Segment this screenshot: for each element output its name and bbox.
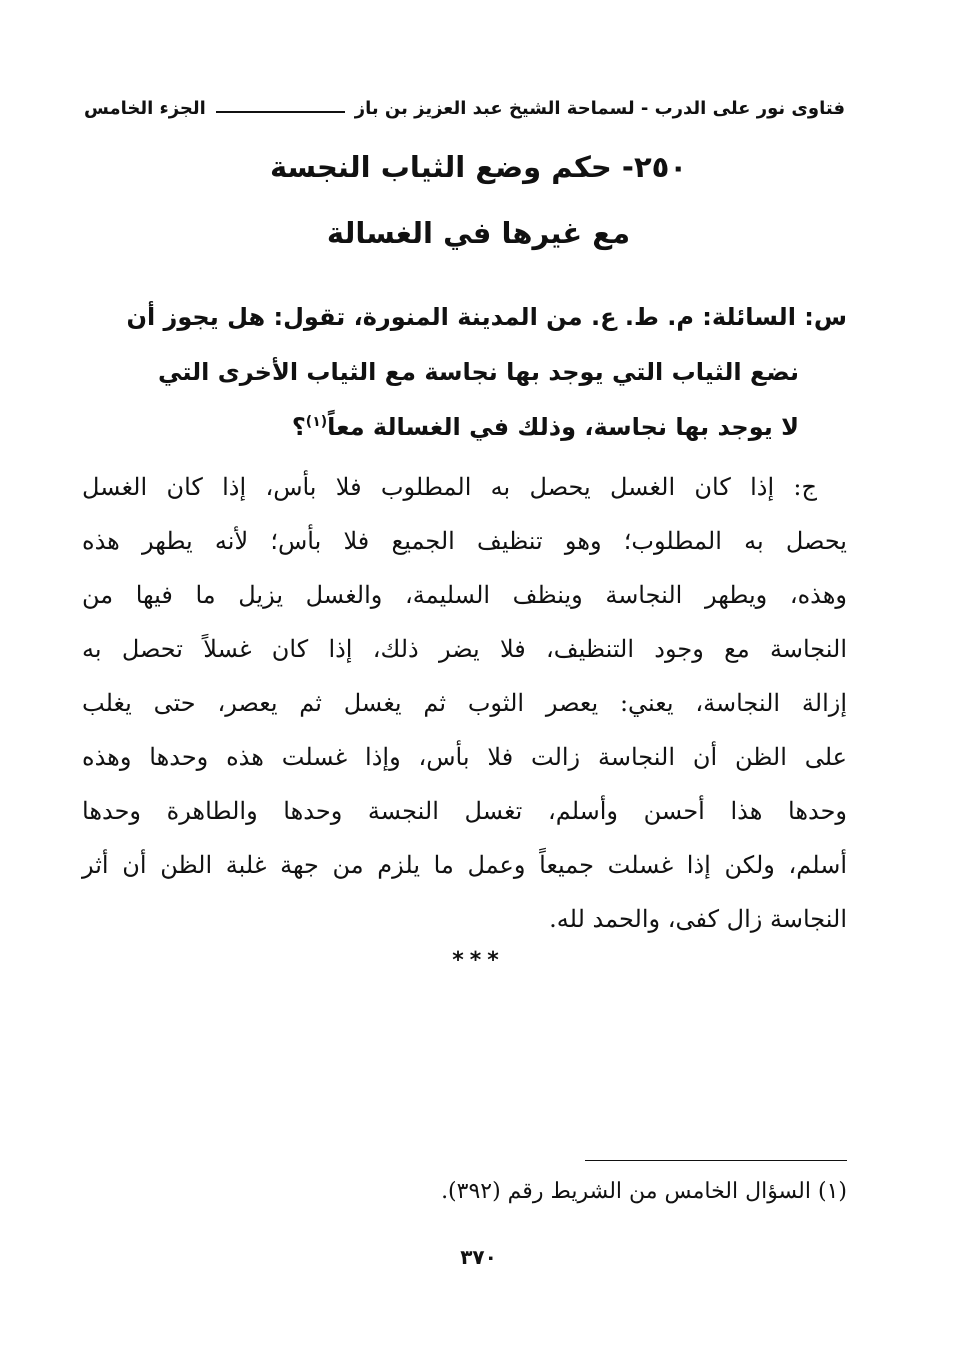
running-header bbox=[84, 88, 845, 128]
footnote: (١) السؤال الخامس من الشريط رقم (٣٩٢). bbox=[441, 1179, 847, 1204]
volume-label: الجزء الخامس bbox=[84, 97, 206, 119]
answer-line: على الظن أن النجاسة زالت فلا بأس، وإذا غسلت هذه وحدها وهذه bbox=[82, 743, 847, 771]
fatwa-title-line-2: مع غيرها في الغسالة bbox=[326, 216, 631, 250]
question-line-text: لا يوجد بها نجاسة، وذلك في الغسالة معاً bbox=[327, 413, 799, 441]
book-title: فتاوى نور على الدرب - لسماحة الشيخ عبد العزيز بن باز bbox=[354, 97, 845, 119]
page-number: ٣٧٠ bbox=[460, 1245, 497, 1269]
question-line: نضع الثياب التي يوجد بها نجاسة مع الثياب الأخرى التي bbox=[158, 358, 799, 386]
fatwa-title-line-1: ٢٥٠- حكم وضع الثياب النجسة bbox=[269, 150, 688, 184]
question-line bbox=[105, 400, 847, 455]
answer-line: يحصل به المطلوب؛ وهو تنظيف الجميع فلا بأس؛ لأنه يطهر هذه bbox=[82, 527, 847, 555]
header-rule bbox=[216, 111, 345, 113]
answer-line: النجاسة مع وجود التنظيف، فلا يضر ذلك، إذا كان غسلاً تحصل به bbox=[82, 635, 847, 663]
answer-line: إزالة النجاسة، يعني: يعصر الثوب ثم يغسل ثم يعصر، حتى يغلب bbox=[82, 689, 847, 717]
footnote-rule bbox=[585, 1160, 847, 1161]
answer-line: وحدها هذا أحسن وأسلم، تغسل النجسة وحدها والطاهرة وحدها bbox=[82, 797, 847, 825]
answer-line: ج: إذا كان الغسل يحصل به المطلوب فلا بأس، إذا كان الغسل bbox=[82, 473, 817, 501]
answer-line: أسلم، ولكن إذا غسلت جميعاً وعمل ما يلزم من جهة غلبة الظن أن أثر bbox=[82, 851, 847, 879]
question-line: س: السائلة: م. ط. ع. من المدينة المنورة، تقول: هل يجوز أن bbox=[126, 303, 847, 331]
question-mark: ؟ bbox=[291, 413, 306, 441]
question-paragraph bbox=[105, 290, 847, 455]
section-separator: *** bbox=[452, 948, 505, 973]
answer-paragraph bbox=[82, 460, 847, 946]
answer-line: وهذه، ويطهر النجاسة وينظف السليمة، والغسل يزيل ما فيها من bbox=[82, 581, 847, 609]
footnote-marker: (١) bbox=[305, 414, 328, 430]
answer-line: النجاسة زال كفى، والحمد لله. bbox=[549, 905, 847, 933]
